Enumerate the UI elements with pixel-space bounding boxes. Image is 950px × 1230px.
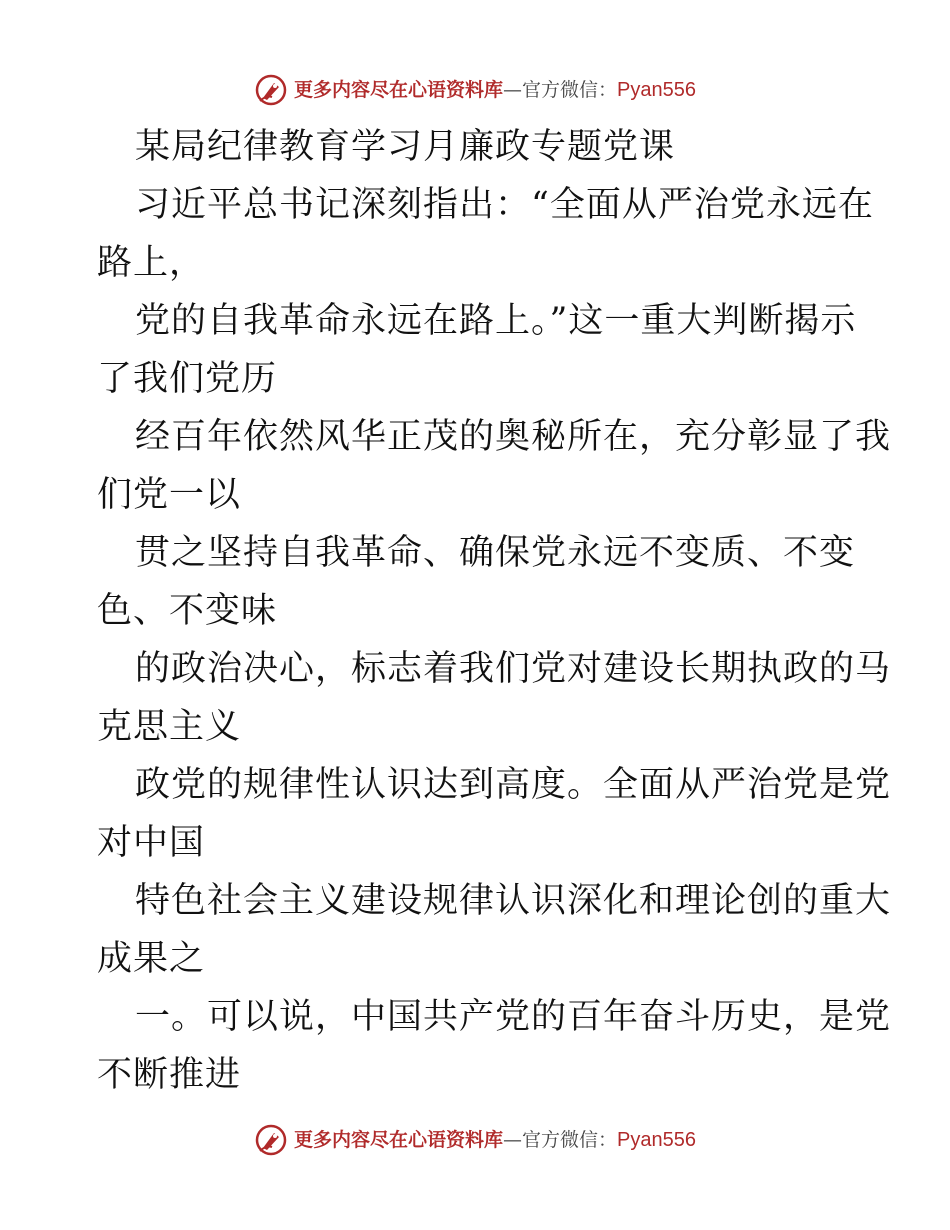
document-line: 路上， [97,243,206,283]
document-line: 经百年依然风华正茂的奥秘所在，充分彰显了我 [135,417,892,457]
banner-site-name: 更多内容尽在心语资料库 [294,79,504,101]
document-line: 了我们党历 [97,359,278,399]
document-line: 不断推进 [97,1055,242,1095]
document-line: 们党一以 [97,475,242,515]
banner-site-name: 更多内容尽在心语资料库 [294,1129,504,1151]
document-line: 成果之 [97,939,206,979]
header-banner [0,72,950,108]
footer-banner [0,1122,950,1158]
banner-wechat-label: 官方微信： [522,79,618,101]
document-line: 特色社会主义建设规律认识深化和理论创的重大 [135,881,892,921]
banner-wechat-id: Pyan556 [617,1129,696,1151]
banner-separator: — [503,1129,523,1151]
document-line: 对中国 [97,823,206,863]
document-line: 一。可以说，中国共产党的百年奋斗历史，是党 [135,997,892,1037]
document-line: 色、不变味 [97,591,278,631]
banner-wechat-id: Pyan556 [617,79,696,101]
document-line: 党的自我革命永远在路上。”这一重大判断揭示 [135,301,857,341]
document-line: 克思主义 [97,707,242,747]
document-line: 的政治决心，标志着我们党对建设长期执政的马 [135,649,892,689]
document-line: 习近平总书记深刻指出：“全面从严治党永远在 [135,185,874,225]
pen-nib-logo-icon [254,1123,288,1157]
document-title: 某局纪律教育学习月廉政专题党课 [135,127,676,167]
pen-nib-logo-icon [254,73,288,107]
banner-wechat-label: 官方微信： [522,1129,618,1151]
document-line: 政党的规律性认识达到高度。全面从严治党是党 [135,765,892,805]
document-line: 贯之坚持自我革命、确保党永远不变质、不变 [135,533,856,573]
banner-separator: — [503,79,523,101]
document-body [97,118,892,1104]
